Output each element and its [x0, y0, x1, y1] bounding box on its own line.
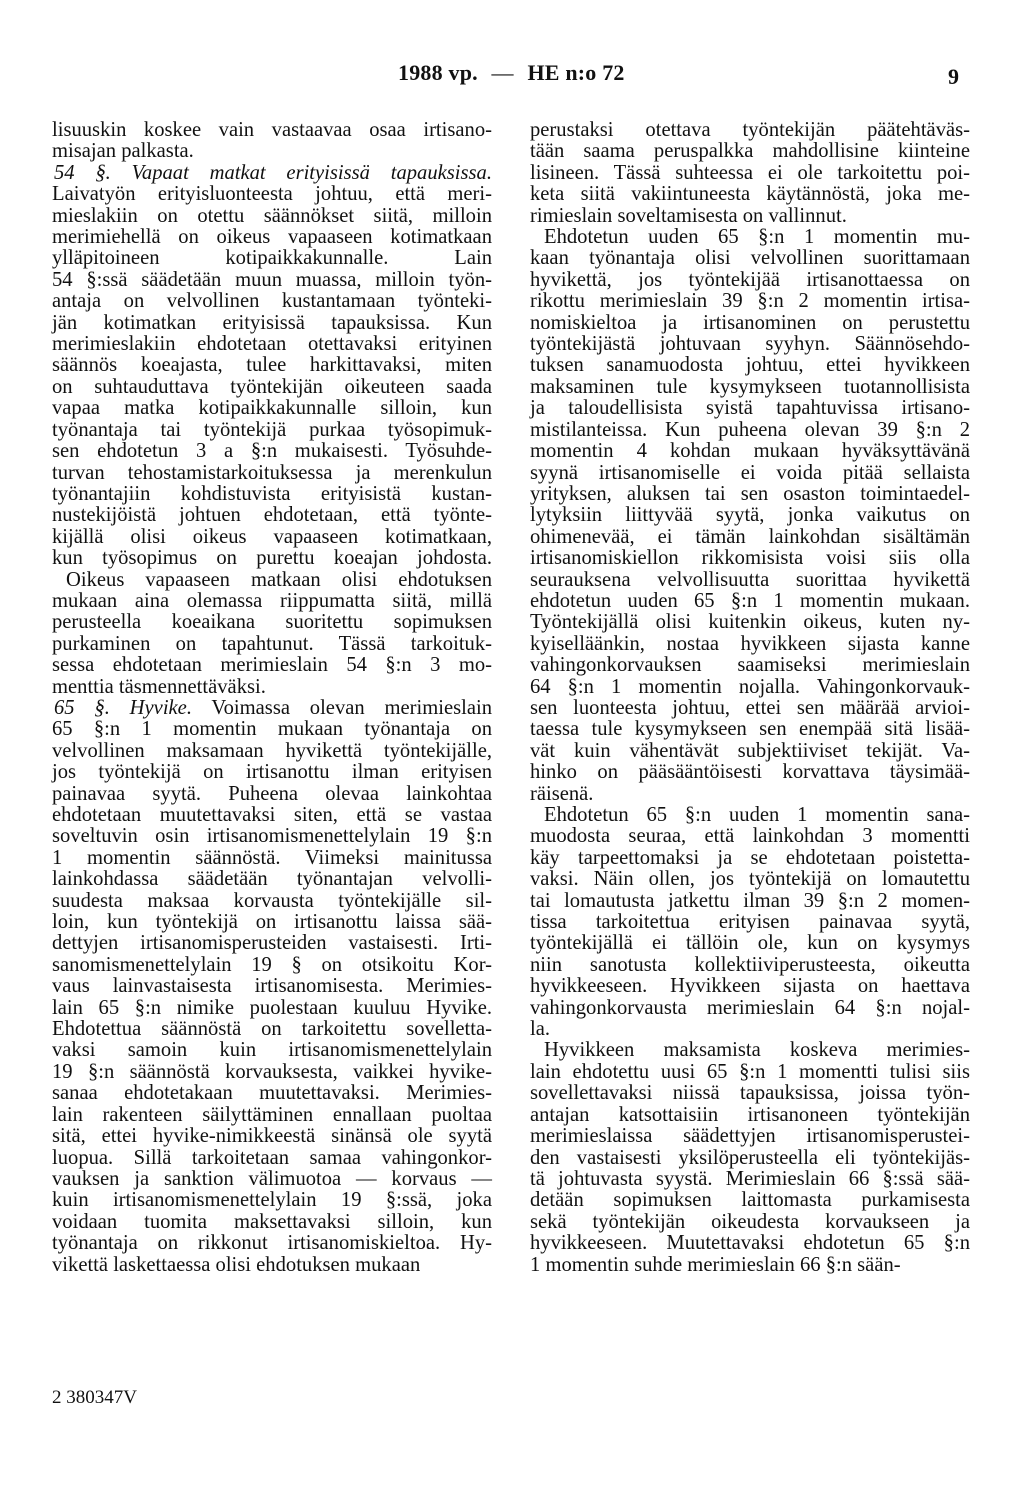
text-line: työnantajiin kohdistuvista erityisistä kustan-	[52, 482, 492, 505]
text-line: keta siitä vakiintuneesta käytännöstä, joka me-	[530, 183, 970, 206]
text-line: työnantaja on rikkonut irtisanomiskieltoa. Hy-	[52, 1232, 492, 1255]
text-line: kun työsopimus on purettu koeajan johdosta.	[52, 547, 492, 570]
text-line: tai lomautusta jatkettu ilman 39 §:n 2 momen-	[530, 889, 970, 912]
text-line: vapaa matka kotipaikkakunnalle silloin, kun	[52, 397, 492, 420]
text-line: tään saama peruspalkka mahdollisine kiinteine	[530, 140, 970, 163]
text-line: sanaa ehdotetakaan muutettavaksi. Merimies-	[52, 1082, 492, 1105]
text-line: lainkohdassa säädetään työnantajan velvolli-	[52, 868, 492, 891]
header-dash: —	[491, 60, 514, 85]
left-column	[52, 120, 492, 1276]
text-line: ylläpitoineen kotipaikkakunnalle. Lain	[52, 247, 492, 270]
text-line: hyvikkeeseen. Muutettavaksi ehdotetun 65 §:n	[530, 1232, 970, 1255]
text-line: 1 momentin suhde merimieslain 66 §:n sään-	[530, 1253, 901, 1276]
text-line: käy tarpeettomaksi ja se ehdotetaan poistetta-	[530, 846, 970, 869]
text-line: menttia täsmennettäväksi.	[52, 675, 266, 698]
text-line: työnantaja tai työntekijä purkaa työsopimuk-	[52, 418, 492, 441]
text-line: rikottu merimieslain 39 §:n 2 momentin irtisa-	[530, 290, 970, 313]
text-line: 64 §:n 1 momentin nojalla. Vahingonkorvauk-	[530, 675, 970, 698]
text-line: työntekijästä johtuvaan syyhyn. Säännösehdo-	[530, 333, 970, 356]
text-line: muodosta seuraa, että lainkohdan 3 momentti	[530, 825, 970, 848]
text-line: dettyjen irtisanomisperusteiden vastaisesti. Irti-	[52, 932, 492, 955]
text-line: lain rakenteen säilyttäminen ennallaan puoltaa	[52, 1103, 492, 1126]
text-line: Ehdotetun uuden 65 §:n 1 momentin mu-	[544, 226, 970, 249]
text-line: sen ehdotetun 3 a §:n mukaisesti. Työsuhde-	[52, 440, 492, 463]
text-line: vaksi samoin kuin irtisanomismenettelylain	[52, 1039, 492, 1062]
text-line: mistilanteissa. Kun puheena olevan 39 §:n 2	[530, 418, 970, 441]
text-line: hyvikkeeseen. Hyvikkeen sijasta on haettava	[530, 975, 970, 998]
text-line: misajan palkasta.	[52, 140, 194, 163]
text-line: la.	[530, 1018, 551, 1041]
text-line: vaksi. Näin ollen, jos työntekijä on lomautettu	[530, 868, 970, 891]
footer-print-code: 2 380347V	[52, 1387, 137, 1408]
text-line: säännös koeajasta, tulee harkittavaksi, miten	[52, 354, 492, 377]
text-line: vaus lainvastaisesta irtisanomisesta. Merimies-	[52, 975, 492, 998]
text-line: velvollinen maksamaan hyvikettä työntekijälle,	[52, 739, 492, 762]
text-line: detään sopimuksen laittomasta purkamisesta	[530, 1189, 970, 1212]
right-column	[530, 120, 970, 1276]
text-line: 19 §:n säännöstä korvauksesta, vaikkei hyvike-	[52, 1060, 492, 1083]
text-line: sessa ehdotetaan merimieslain 54 §:n 3 mo-	[52, 654, 492, 677]
text-line: on suhtauduttava työntekijän oikeuteen saada	[52, 375, 492, 398]
text-line: syynä irtisanomiselle ei voida pitää sellaista	[530, 461, 970, 484]
page-number: 9	[948, 64, 959, 89]
text-line: kyiselläänkin, nostaa hyvikkeen sijasta kanne	[530, 632, 970, 655]
text-line: rimieslain soveltamisesta on vallinnut.	[530, 204, 847, 227]
text-line: loin, kun työntekijä on irtisanottu laissa sää-	[52, 911, 492, 934]
header-year: 1988 vp.	[398, 60, 478, 85]
text-line: painavaa syytä. Puheena olevaa lainkohtaa	[52, 782, 492, 805]
text-line: hyvikettä, jos työntekijää irtisanottaessa on	[530, 268, 970, 291]
text-line: lain ehdotettu uusi 65 §:n 1 momentti tulisi siis	[530, 1060, 970, 1083]
text-line: perustaksi otettava työntekijän päätehtäväs-	[530, 119, 970, 141]
text-line: Laivatyön erityisluonteesta johtuu, että meri-	[52, 183, 492, 206]
text-line: purkaminen on tapahtunut. Tässä tarkoituk-	[52, 632, 492, 655]
text-line: nustekijöistä johtuen ehdotetaan, että työnte-	[52, 504, 492, 527]
text-line: Oikeus vapaaseen matkaan olisi ehdotuksen	[66, 568, 492, 591]
text-line: ja taloudellisista syistä tapahtuvissa irtisano-	[530, 397, 970, 420]
text-line: merimieslaissa säädettyjen irtisanomisperustei-	[530, 1125, 970, 1148]
text-line: sovellettavaksi niissä tapauksissa, joissa työn-	[530, 1082, 970, 1105]
running-header	[398, 60, 625, 86]
text-line: perusteella koeaikana suoritettu sopimuksen	[52, 611, 492, 634]
text-line: antaja on velvollinen kustantamaan työnteki-	[52, 290, 492, 313]
text-line: luopua. Sillä tarkoitetaan samaa vahingonkor-	[52, 1146, 492, 1169]
text-line: sitä, ettei hyvike-nimikkeestä sinänsä ole syytä	[52, 1125, 492, 1148]
text-line: Työntekijällä olisi kuitenkin oikeus, kuten ny-	[530, 611, 970, 634]
text-line: Hyvikkeen maksamista koskeva merimies-	[544, 1039, 970, 1062]
text-line: vikettä laskettaessa olisi ehdotuksen mukaan	[52, 1253, 421, 1276]
text-line: ehdotetun uuden 65 §:n 1 momentin mukaan.	[530, 589, 970, 612]
text-line: hinko on pääsääntöisesti korvattava täysimää-	[530, 761, 970, 784]
text-line: taessa tule kysymykseen sen enempää sitä lisää-	[530, 718, 970, 741]
text-line: soveltuvin osin irtisanomismenettelylain 19 §:n	[52, 825, 492, 848]
text-line: ehdotetaan muutettavaksi siten, että se vastaa	[52, 804, 492, 826]
text-line: kuin irtisanomismenettelylain 19 §:ssä, joka	[52, 1189, 492, 1212]
text-line: vahingonkorvauksen saamiseksi merimieslain	[530, 654, 970, 677]
text-line: kijällä olisi oikeus vapaaseen kotimatkaan,	[52, 525, 492, 548]
text-line: vahingonkorvausta merimieslain 64 §:n nojal-	[530, 996, 970, 1019]
text-line: den vastaisesti yksilöperusteella eli työntekijäs-	[530, 1146, 970, 1169]
text-line: vät kuin vähentävät subjektiiviset tekijät. Va-	[530, 739, 970, 762]
text-line: tissa tarkoitettua erityisen painavaa syytä,	[530, 911, 970, 934]
text-line: merimiehellä on oikeus vapaaseen kotimatkaan	[52, 226, 492, 249]
text-line: yrityksen, aluksen tai sen osaston toimintaedel-	[530, 482, 970, 505]
text-line: Ehdotetun 65 §:n uuden 1 momentin sana-	[544, 804, 970, 826]
text-line: antajan katsottaisiin irtisanoneen työntekijän	[530, 1103, 970, 1126]
text-line: lisineen. Tässä suhteessa ei ole tarkoitettu poi-	[530, 161, 970, 184]
text-line: turvan tehostamistarkoituksessa ja merenkulun	[52, 461, 492, 484]
text-line: suudesta maksaa korvausta työntekijälle sil-	[52, 889, 492, 912]
text-line: työntekijällä ei tällöin ole, kun on kysymys	[530, 932, 970, 955]
text-line: mukaan aina olemassa riippumatta siitä, millä	[52, 589, 492, 612]
text-line: tä johtuvasta syystä. Merimieslain 66 §:ssä sää-	[530, 1167, 970, 1190]
text-line: maksaminen tule kysymykseen tuotannollisista	[530, 375, 970, 398]
text-line: mieslakiin on otettu säännökset siitä, milloin	[52, 204, 492, 227]
text-line: vauksen ja sanktion välimuotoa — korvaus —	[52, 1167, 492, 1190]
text-line: jän kotimatkan erityisissä tapauksissa. Kun	[52, 311, 492, 334]
text-line: irtisanomiskiellon rikkomisista voisi siis olla	[530, 547, 970, 570]
text-line: ohimenevää, ei tämän lainkohdan sisältämän	[530, 525, 970, 548]
text-line: lisuuskin koskee vain vastaavaa osaa irtisano-	[52, 119, 492, 141]
text-line: sanomismenettelylain 19 § on otsikoitu Kor-	[52, 953, 492, 976]
text-line: momentin 4 kohdan mukaan hyväksyttävänä	[530, 440, 970, 463]
text-line: sen luonteesta johtuu, ettei sen määrää arvioi-	[530, 696, 970, 719]
text-line: lytyksiin liittyvää syytä, jonka vaikutus on	[530, 504, 970, 527]
text-line: merimieslakiin ehdotetaan otettavaksi erityinen	[52, 333, 492, 356]
text-line: kaan työnantaja olisi velvollinen suorittamaan	[530, 247, 970, 270]
text-line: sekä työntekijän oikeudesta korvaukseen ja	[530, 1210, 970, 1233]
text-line: 65 §. Hyvike. Voimassa olevan merimieslain	[54, 696, 492, 719]
text-line: voidaan tuomita maksettavaksi silloin, kun	[52, 1210, 492, 1233]
text-line: 65 §:n 1 momentin mukaan työnantaja on	[52, 718, 492, 741]
text-line: räisenä.	[530, 782, 594, 805]
text-line: Ehdotettua säännöstä on tarkoitettu sovelletta-	[52, 1018, 492, 1041]
text-line: jos työntekijä on irtisanottu ilman erityisen	[52, 761, 492, 784]
header-document-number: HE n:o 72	[527, 60, 625, 85]
text-line: 54 §:ssä säädetään muun muassa, milloin työn-	[52, 268, 492, 291]
text-line: nomiskieltoa ja irtisanominen on perustettu	[530, 311, 970, 334]
text-line: tuksen sanamuodosta johtuu, ettei hyvikkeen	[530, 354, 970, 377]
text-line: seurauksena velvollisuutta suorittaa hyvikettä	[530, 568, 970, 591]
text-line: 1 momentin säännöstä. Viimeksi mainitussa	[52, 846, 492, 869]
text-line: niin sanotusta kollektiiviperusteesta, oikeutta	[530, 953, 970, 976]
text-line: lain 65 §:n nimike puolestaan kuuluu Hyvike.	[52, 996, 492, 1019]
text-line: 54 §. Vapaat matkat erityisissä tapauksissa.	[54, 161, 492, 184]
